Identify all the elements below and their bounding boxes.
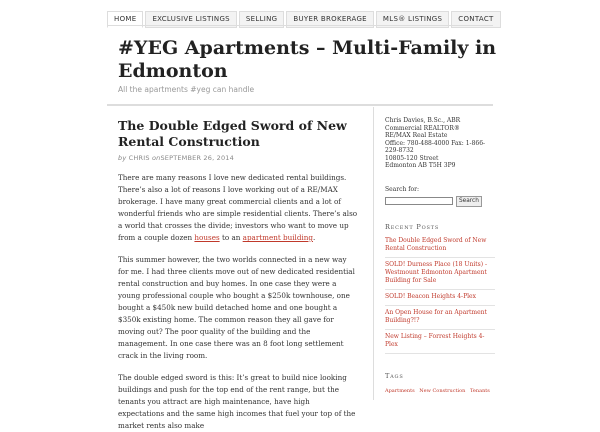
recent-post-link[interactable]: New Listing – Forrest Heights 4-Plex (385, 330, 495, 354)
contact-info (385, 117, 495, 170)
recent-posts-list (385, 234, 495, 354)
tag-link[interactable]: Apartments (385, 387, 415, 394)
nav-buyer-brokerage[interactable]: BUYER BROKERAGE (286, 11, 374, 28)
post-paragraph-3: The double edged sword is this: It’s great to build nice looking buildings and push for the top end of the rent range, but the tenants you attract are high maintenance, have high expectations and the same high incomes that fuel your top of the market rents also make (118, 373, 356, 430)
paragraph-1-text: There are many reasons I love new dedicated rental buildings. There’s also a lot of reasons I love working out of a RE/MAX brokerage. I have many great commercial clients and a lot of wonderful friends who are simple residential clients. There’s also a world that crosses the divide; investors who want to move up from a couple dozen (118, 173, 358, 242)
apartment-building-link[interactable]: apartment building (242, 233, 313, 242)
sidebar-inner (385, 117, 495, 394)
nav-home[interactable]: HOME (107, 11, 143, 28)
contact-line: Edmonton AB T5H 3P9 (385, 162, 456, 169)
tags-title: Tags (385, 371, 404, 380)
recent-post-link[interactable]: An Open House for an Apartment Building?!? (385, 306, 495, 330)
search-input[interactable] (385, 197, 453, 205)
contact-line: 10805-120 Street (385, 154, 439, 162)
recent-post-link[interactable]: The Double Edged Sword of New Rental Construction (385, 234, 495, 258)
search-form (385, 196, 495, 207)
search-button[interactable]: Search (456, 196, 482, 207)
byline-by: by (118, 154, 127, 162)
recent-posts-title: Recent Posts (385, 222, 440, 231)
paragraph-1-end: . (312, 233, 316, 242)
site-title[interactable]: #YEG Apartments – Multi-Family in Edmonton (118, 37, 497, 82)
search-label: Search for: (385, 185, 419, 193)
site-description: All the apartments #yeg can handle (118, 85, 255, 94)
post-paragraph-2: This summer however, the two worlds connected in a new way for me. I had three clients move out of new dedicated residential rental construction and buy homes. In one case they were a young professional couple who bought a $250k townhouse, one bought a $450k new build detached home and one bought a $350k existing home. The common reason they all gave for moving out? The poor quality of the building and the management. In one case there was an 8 foot long settlement crack in the living room. (118, 255, 355, 360)
contact-line: Commercial REALTOR® (385, 124, 460, 132)
tag-link[interactable]: Tenants (469, 387, 490, 394)
nav-contact[interactable]: CONTACT (451, 11, 500, 28)
main-content (118, 118, 358, 432)
contact-line: RE/MAX Real Estate (385, 132, 448, 139)
nav-mls-listings[interactable]: MLS® LISTINGS (376, 11, 449, 28)
nav-selling[interactable]: SELLING (239, 11, 285, 28)
contact-line: Office: 780-488-4000 Fax: 1-866-229-8732 (385, 139, 486, 154)
nav-divider (107, 25, 493, 26)
paragraph-1-mid: to an (221, 233, 241, 242)
post-paragraph-1 (118, 172, 358, 244)
post-byline (118, 154, 358, 162)
tag-link[interactable]: New Construction (419, 387, 466, 394)
byline-on: on (151, 154, 161, 162)
recent-post-link[interactable]: SOLD! Durness Place (18 Units) - Westmount Edmonton Apartment Building for Sale (385, 258, 495, 290)
sidebar (373, 107, 495, 400)
nav-exclusive-listings[interactable]: EXCLUSIVE LISTINGS (145, 11, 236, 28)
post-date: SEPTEMBER 26, 2014 (160, 154, 234, 162)
tag-cloud (385, 388, 495, 394)
post-title[interactable]: The Double Edged Sword of New Rental Construction (118, 118, 347, 149)
post-author[interactable]: CHRIS (128, 154, 150, 162)
header-divider (107, 104, 493, 106)
recent-post-link[interactable]: SOLD! Beacon Heights 4-Plex (385, 290, 495, 306)
houses-link[interactable]: houses (194, 233, 220, 242)
contact-line: Chris Davies, B.Sc., ABR (385, 117, 461, 124)
